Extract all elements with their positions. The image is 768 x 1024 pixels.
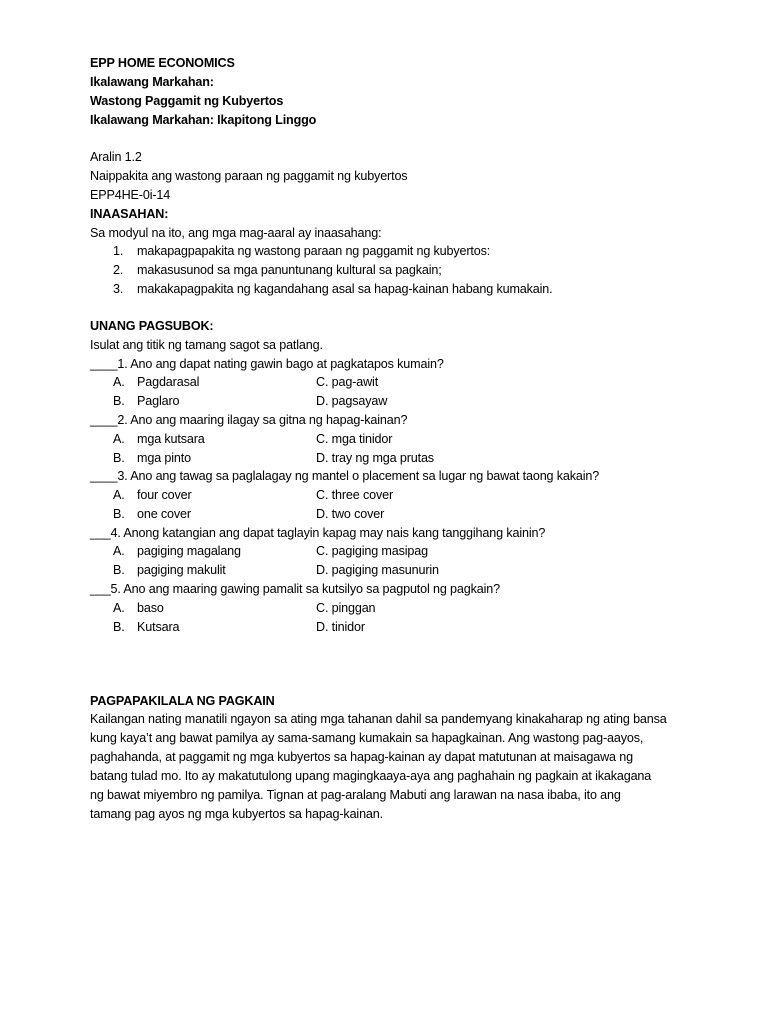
option-a: mga kutsara <box>137 432 205 446</box>
option-letter: A. <box>113 544 125 558</box>
option-c: C. pag-awit <box>316 375 379 389</box>
intro-paragraph-line: kung kaya’t ang bawat pamilya ay sama-samang kumakain sa hapagkainan. Ang wastong pag-aayos, <box>90 731 644 745</box>
lesson-title: Aralin 1.2 <box>90 150 142 164</box>
intro-heading: PAGPAPAKILALA NG PAGKAIN <box>90 694 275 708</box>
option-b: mga pinto <box>137 451 191 465</box>
option-d: D. two cover <box>316 507 385 521</box>
intro-paragraph-line: ng bawat miyembro ng pamilya. Tignan at pag-aralang Mabuti ang larawan na nasa ibaba, ito ang <box>90 788 621 802</box>
intro-paragraph-line: tamang pag ayos ng mga kubyertos sa hapag-kainan. <box>90 807 383 821</box>
question-stem: ___4. Anong katangian ang dapat taglayin kapag may nais kang tanggihang kainin? <box>90 526 546 540</box>
week-heading: Ikalawang Markahan: Ikapitong Linggo <box>90 113 317 127</box>
objective-number: 2. <box>113 263 124 277</box>
objective-item: makasusunod sa mga panuntunang kultural sa pagkain; <box>137 263 442 277</box>
option-letter: B. <box>113 563 125 577</box>
option-letter: A. <box>113 375 125 389</box>
subject-heading: EPP HOME ECONOMICS <box>90 56 235 70</box>
topic-heading: Wastong Paggamit ng Kubyertos <box>90 94 284 108</box>
option-letter: A. <box>113 432 125 446</box>
quarter-heading: Ikalawang Markahan: <box>90 75 214 89</box>
option-b: pagiging makulit <box>137 563 226 577</box>
objectives-heading: INAASAHAN: <box>90 207 169 221</box>
intro-paragraph-line: batang tulad mo. Ito ay makatutulong upang magingkaaya-aya ang paghahain ng pagkain at ikakagana <box>90 769 652 783</box>
option-c: C. pagiging masipag <box>316 544 428 558</box>
lesson-competency: Naippakita ang wastong paraan ng paggamit ng kubyertos <box>90 169 408 183</box>
option-letter: B. <box>113 394 125 408</box>
option-b: Kutsara <box>137 620 180 634</box>
option-c: C. three cover <box>316 488 393 502</box>
option-letter: A. <box>113 601 125 615</box>
option-c: C. pinggan <box>316 601 376 615</box>
lesson-code: EPP4HE-0i-14 <box>90 188 171 202</box>
option-a: baso <box>137 601 164 615</box>
question-stem: ____2. Ano ang maaring ilagay sa gitna ng hapag-kainan? <box>90 413 408 427</box>
objectives-intro: Sa modyul na ito, ang mga mag-aaral ay inaasahang: <box>90 226 382 240</box>
option-a: four cover <box>137 488 192 502</box>
option-b: Paglaro <box>137 394 180 408</box>
option-d: D. tinidor <box>316 620 365 634</box>
question-stem: ____1. Ano ang dapat nating gawin bago at pagkatapos kumain? <box>90 357 444 371</box>
option-d: D. pagsayaw <box>316 394 388 408</box>
objective-number: 1. <box>113 244 124 258</box>
question-stem: ____3. Ano ang tawag sa paglalagay ng mantel o placement sa lugar ng bawat taong kakain? <box>90 469 600 483</box>
option-letter: A. <box>113 488 125 502</box>
option-letter: B. <box>113 620 125 634</box>
pretest-heading: UNANG PAGSUBOK: <box>90 319 214 333</box>
intro-paragraph-line: paghahanda, at paggamit ng mga kubyertos sa hapag-kainan ay dapat matutunan at maisagawa ng <box>90 750 633 764</box>
question-stem: ___5. Ano ang maaring gawing pamalit sa kutsilyo sa pagputol ng pagkain? <box>90 582 500 596</box>
option-a: Pagdarasal <box>137 375 200 389</box>
objective-item: makapagpapakita ng wastong paraan ng paggamit ng kubyertos: <box>137 244 491 258</box>
intro-paragraph-line: Kailangan nating manatili ngayon sa ating mga tahanan dahil sa pandemyang kinakaharap ng ating bansa <box>90 712 667 726</box>
option-b: one cover <box>137 507 191 521</box>
objective-item: makakapagpakita ng kagandahang asal sa hapag-kainan habang kumakain. <box>137 282 553 296</box>
option-letter: B. <box>113 507 125 521</box>
pretest-instruction: Isulat ang titik ng tamang sagot sa patlang. <box>90 338 323 352</box>
option-d: D. pagiging masunurin <box>316 563 439 577</box>
option-letter: B. <box>113 451 125 465</box>
option-d: D. tray ng mga prutas <box>316 451 434 465</box>
option-c: C. mga tinidor <box>316 432 393 446</box>
option-a: pagiging magalang <box>137 544 241 558</box>
objective-number: 3. <box>113 282 124 296</box>
